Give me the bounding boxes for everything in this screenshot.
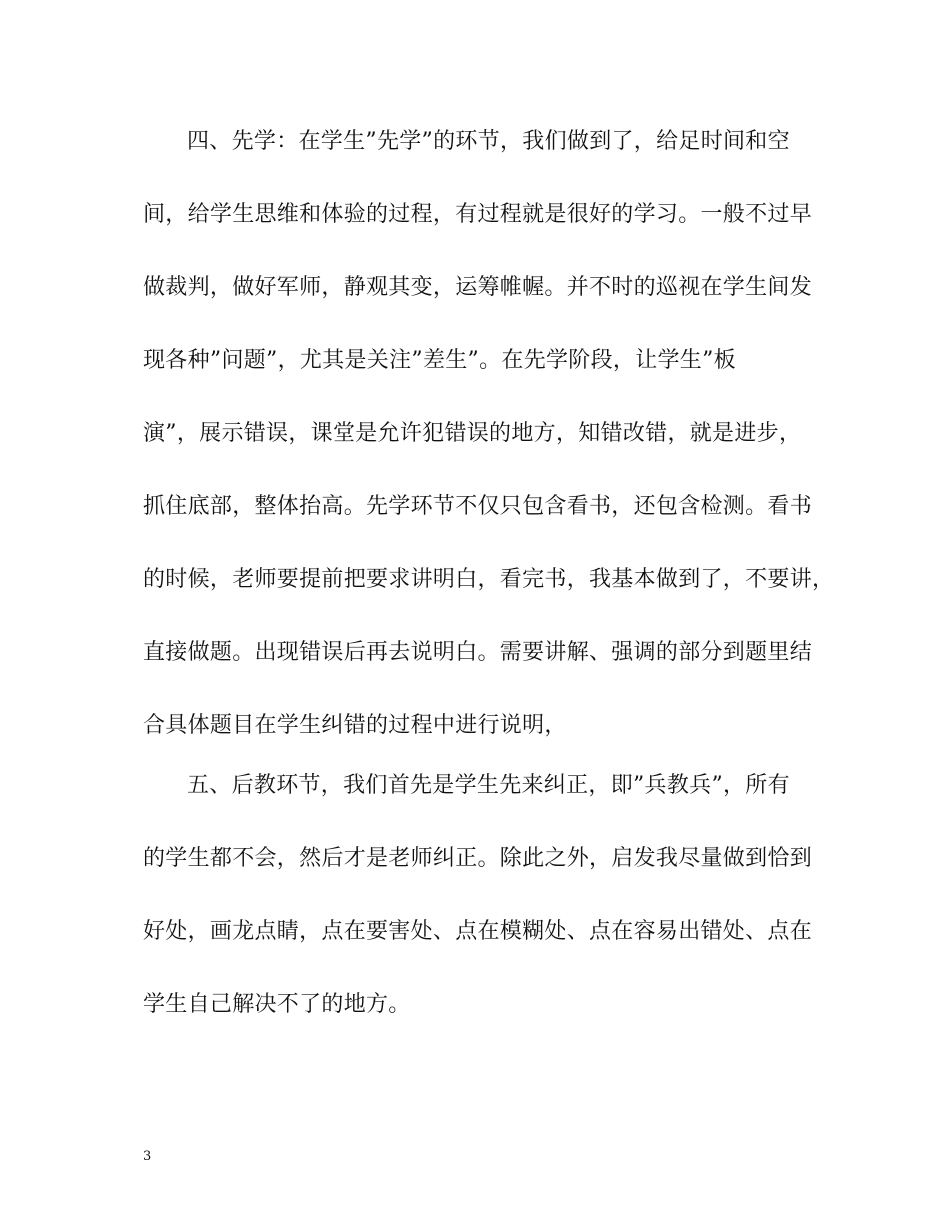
paragraph-4-line-8: 直接做题。出现错误后再去说明白。需要讲解、强调的部分到题里结 — [143, 640, 813, 665]
paragraph-4-line-5: 演”，展示错误，课堂是允许犯错误的地方，知错改错，就是进步， — [143, 421, 802, 446]
paragraph-5-line-1: 五、后教环节，我们首先是学生先来纠正，即”兵教兵”，所有 — [187, 773, 790, 798]
paragraph-4-line-1: 四、先学：在学生”先学”的环节，我们做到了，给足时间和空 — [187, 129, 790, 154]
paragraph-4-line-7: 的时候，老师要提前把要求讲明白，看完书，我基本做到了，不要讲， — [143, 567, 835, 592]
paragraph-4-line-9: 合具体题目在学生纠错的过程中进行说明， — [143, 713, 567, 738]
paragraph-5-line-2: 的学生都不会，然后才是老师纠正。除此之外，启发我尽量做到恰到 — [143, 846, 813, 871]
paragraph-5-line-4: 学生自己解决不了的地方。 — [143, 992, 411, 1017]
paragraph-4-line-2: 间，给学生思维和体验的过程，有过程就是很好的学习。一般不过早 — [143, 202, 813, 227]
paragraph-4-line-3: 做裁判，做好军师，静观其变，运筹帷幄。并不时的巡视在学生间发 — [143, 275, 813, 300]
paragraph-4-line-4: 现各种”问题”，尤其是关注”差生”。在先学阶段，让学生”板 — [143, 348, 736, 373]
paragraph-4-line-6: 抓住底部，整体抬高。先学环节不仅只包含看书，还包含检测。看书 — [143, 494, 813, 519]
paragraph-5-line-3: 好处，画龙点睛，点在要害处、点在模糊处、点在容易出错处、点在 — [143, 919, 813, 944]
page-number: 3 — [143, 1149, 152, 1164]
